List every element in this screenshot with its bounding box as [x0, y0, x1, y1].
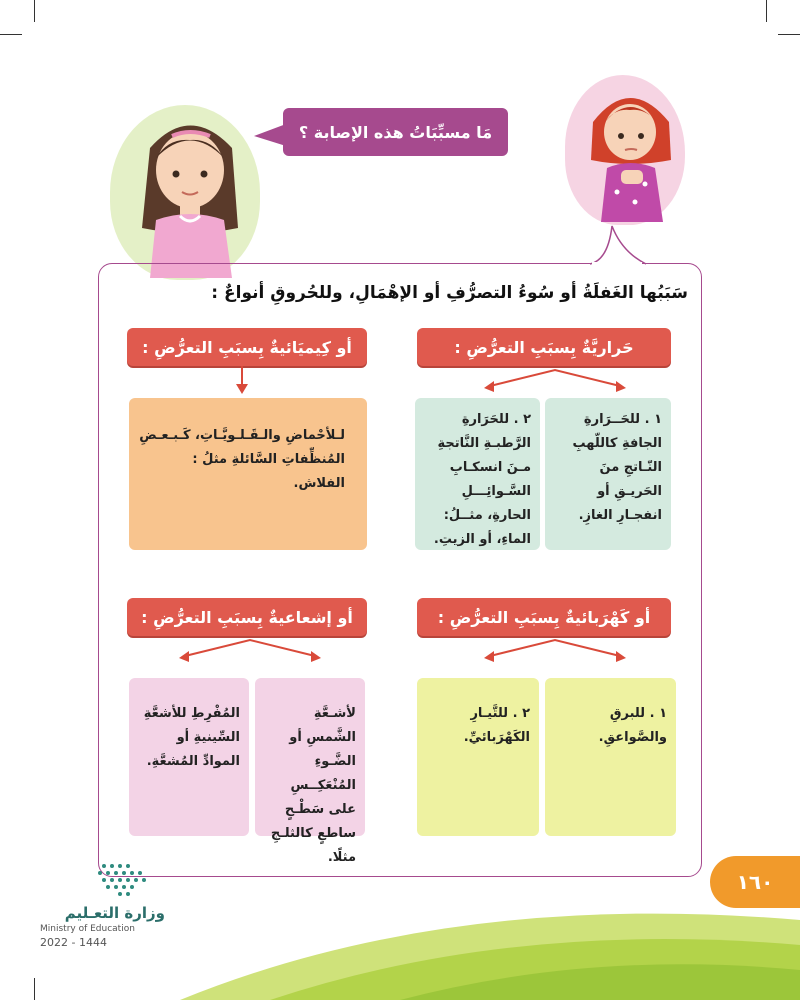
header-electrical: أو كَهْرَبائيةٌ بِسبَبِ التعرُّضِ : — [417, 598, 671, 636]
crop-mark — [34, 978, 35, 1000]
box-electrical-current: ٢ . للتَّيـارِ الكَهْرَبائيِّ. — [417, 678, 539, 836]
crop-mark — [766, 0, 767, 22]
arrow-electrical-split — [470, 636, 640, 666]
girl-right-illustration — [585, 82, 675, 222]
bottom-swoosh-decoration — [150, 900, 800, 1000]
box-thermal-wet: ٢ . للحَرَارةِ الرَّطبـةِ النَّاتجةِ مـنَ انسكـابِ السَّـوائِـــلِ الحارةِ، مثــلُ: الماءِ، أو الزيتِ. — [415, 398, 540, 550]
ministry-dots-icon — [40, 862, 165, 896]
frame-gap — [592, 262, 642, 265]
page-number: ١٦٠ — [710, 856, 800, 908]
box-electrical-lightning: ١ . للبرقِ والصَّواعقِ. — [545, 678, 676, 836]
ministry-name-ar: وزارة التعـليم — [64, 904, 165, 922]
header-thermal: حَراريَّةٌ بِسبَبِ التعرُّضِ : — [417, 328, 671, 366]
box-radiation-xray: المُفْرِطِ للأشعَّةِ السِّينيةِ أو الموادِّ المُشعَّةِ. — [129, 678, 249, 836]
box-chemical: لـلأحْماضِ والـقَـلـويَّـاتِ، كَـبـعـضِ المُنظِّفاتِ السَّائلةِ مثلُ : الفلاش. — [129, 398, 367, 550]
crop-mark — [0, 34, 22, 35]
header-chemical: أو كِيميَائيةٌ بِسبَبِ التعرُّضِ : — [127, 328, 367, 366]
box-radiation-sun: لأشـعَّةِ الشَّمسِ أو الضَّـوءِ المُنْعَكِــسِ على سَطْـحٍ ساطعٍ كالثلـجِ مثلًا. — [255, 678, 365, 836]
ministry-logo — [40, 862, 165, 949]
arrow-chemical-down — [232, 366, 252, 396]
header-radiation: أو إشعاعيةٌ بِسبَبِ التعرُّضِ : — [127, 598, 367, 636]
intro-text: سَبَبُها الغَفلَةُ أو سُوءُ التصرُّفِ أو الإهْمَالِ، وللحُروقِ أنواعٌ : — [211, 283, 688, 303]
arrow-thermal-split — [470, 366, 640, 396]
arrow-radiation-split — [165, 636, 335, 666]
ministry-name-en: Ministry of Education — [40, 924, 135, 934]
box-thermal-dry: ١ . للحَــرَارةِ الجافةِ كاللّهبِ النّـاتجِ منَ الحَريـقِ أو انفجـارِ الغازِ. — [545, 398, 671, 550]
crop-mark — [34, 0, 35, 22]
girl-left-illustration — [120, 108, 260, 278]
frame-pointer — [588, 222, 648, 266]
ministry-year: 2022 - 1444 — [40, 936, 107, 949]
speech-bubble: مَا مسبِّبَاتُ هذه الإصابة ؟ — [283, 108, 508, 156]
crop-mark — [778, 34, 800, 35]
